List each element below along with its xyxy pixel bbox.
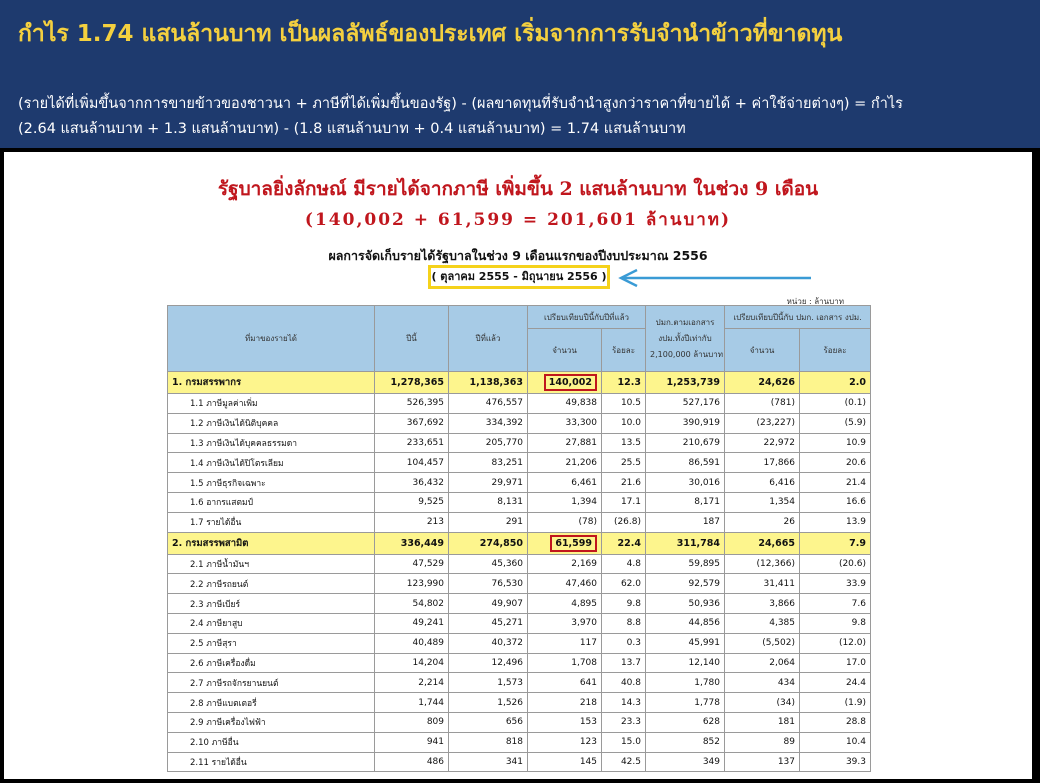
header-amount: จำนวน (528, 329, 602, 372)
cell: 8,131 (449, 492, 528, 512)
cell: 21,206 (528, 453, 602, 473)
cell: 213 (375, 512, 449, 532)
cell: 7.9 (800, 532, 871, 554)
cell: 13.9 (800, 512, 871, 532)
cell: 21.6 (602, 473, 646, 493)
cell: 22.4 (602, 532, 646, 554)
header-percent: ร้อยละ (602, 329, 646, 372)
table-title: ผลการจัดเก็บรายได้รัฐบาลในช่วง 9 เดือนแรกของปีงบประมาณ 2556 (328, 248, 708, 263)
cell: 20.6 (800, 453, 871, 473)
cell: 49,907 (449, 594, 528, 614)
header-last-year: ปีที่แล้ว (449, 306, 528, 372)
cell: 59,895 (646, 554, 725, 574)
header-banner (0, 0, 1040, 146)
cell: (20.6) (800, 554, 871, 574)
cell: 9.8 (602, 594, 646, 614)
cell: 83,251 (449, 453, 528, 473)
cell: 1,780 (646, 673, 725, 693)
cell: 3,970 (528, 613, 602, 633)
cell: 2.0 (800, 372, 871, 394)
cell: 233,651 (375, 433, 449, 453)
header-compare-estimate: เปรียบเทียบปีนี้กับ ปมก. เอกสาร งปม. (725, 306, 871, 329)
cell: 1,708 (528, 653, 602, 673)
cell: 10.4 (800, 732, 871, 752)
header-source: ที่มาของรายได้ (168, 306, 375, 372)
table-total-row (168, 532, 871, 554)
cell: 434 (725, 673, 800, 693)
cell: 1,744 (375, 693, 449, 713)
cell: 24,626 (725, 372, 800, 394)
cell: (26.8) (602, 512, 646, 532)
header-estimate-line1: ปมก.ตามเอกสาร (655, 317, 715, 327)
cell: 809 (375, 712, 449, 732)
period-box: ( ตุลาคม 2555 - มิถุนายน 2556 ) (428, 265, 610, 289)
row-label: 1.2 ภาษีเงินได้นิติบุคคล (168, 413, 375, 433)
cell: 36,432 (375, 473, 449, 493)
row-label: 1. กรมสรรพากร (168, 372, 375, 394)
red-headline: รัฐบาลยิ่งลักษณ์ มีรายได้จากภาษี เพิ่มขึ้น 2 แสนล้านบาท ในช่วง 9 เดือน (217, 178, 819, 200)
cell: 1,573 (449, 673, 528, 693)
cell: 9,525 (375, 492, 449, 512)
cell: 62.0 (602, 574, 646, 594)
table-row (168, 453, 871, 473)
row-label: 2.5 ภาษีสุรา (168, 633, 375, 653)
cell: 527,176 (646, 394, 725, 414)
cell: 13.7 (602, 653, 646, 673)
cell (528, 532, 602, 554)
header-compare-last-year: เปรียบเทียบปีนี้กับปีที่แล้ว (528, 306, 646, 329)
cell: 50,936 (646, 594, 725, 614)
cell: 15.0 (602, 732, 646, 752)
row-label: 1.6 อากรแสตมป์ (168, 492, 375, 512)
cell: (12,366) (725, 554, 800, 574)
row-label: 2.7 ภาษีรถจักรยานยนต์ (168, 673, 375, 693)
cell: 17.0 (800, 653, 871, 673)
cell: (34) (725, 693, 800, 713)
cell: 274,850 (449, 532, 528, 554)
cell: 54,802 (375, 594, 449, 614)
table-row (168, 613, 871, 633)
cell: 367,692 (375, 413, 449, 433)
cell: 49,241 (375, 613, 449, 633)
cell: 7.6 (800, 594, 871, 614)
row-label: 2.6 ภาษีเครื่องดื่ม (168, 653, 375, 673)
cell: 33.9 (800, 574, 871, 594)
cell: 1,354 (725, 492, 800, 512)
cell: 852 (646, 732, 725, 752)
table-row (168, 653, 871, 673)
cell: 349 (646, 752, 725, 772)
cell: 0.3 (602, 633, 646, 653)
revenue-table (167, 305, 871, 772)
cell: 24.4 (800, 673, 871, 693)
cell: 486 (375, 752, 449, 772)
cell: 8.8 (602, 613, 646, 633)
cell: 187 (646, 512, 725, 532)
cell: 818 (449, 732, 528, 752)
cell: (5,502) (725, 633, 800, 653)
cell: 45,991 (646, 633, 725, 653)
cell: 153 (528, 712, 602, 732)
cell: 31,411 (725, 574, 800, 594)
header-estimate (646, 306, 725, 372)
cell: 12,496 (449, 653, 528, 673)
cell: 29,971 (449, 473, 528, 493)
cell: 1,253,739 (646, 372, 725, 394)
row-label: 2.2 ภาษีรถยนต์ (168, 574, 375, 594)
cell: 1,526 (449, 693, 528, 713)
cell: 92,579 (646, 574, 725, 594)
table-body (168, 372, 871, 772)
row-label: 1.1 ภาษีมูลค่าเพิ่ม (168, 394, 375, 414)
table-row (168, 574, 871, 594)
cell: 123,990 (375, 574, 449, 594)
table-row (168, 512, 871, 532)
cell: 628 (646, 712, 725, 732)
highlighted-value: 61,599 (550, 535, 597, 552)
row-label: 1.5 ภาษีธุรกิจเฉพาะ (168, 473, 375, 493)
cell (528, 372, 602, 394)
cell: 341 (449, 752, 528, 772)
table-row (168, 594, 871, 614)
table-row (168, 693, 871, 713)
cell: 13.5 (602, 433, 646, 453)
table-row (168, 752, 871, 772)
highlighted-value: 140,002 (544, 374, 597, 391)
cell: 311,784 (646, 532, 725, 554)
cell: 334,392 (449, 413, 528, 433)
row-label: 1.4 ภาษีเงินได้ปิโตรเลียม (168, 453, 375, 473)
header-amount-2: จำนวน (725, 329, 800, 372)
cell: 205,770 (449, 433, 528, 453)
cell: 2,064 (725, 653, 800, 673)
row-label: 1.7 รายได้อื่น (168, 512, 375, 532)
cell: 40,489 (375, 633, 449, 653)
banner-values-line: (2.64 แสนล้านบาท + 1.3 แสนล้านบาท) - (1.8 แสนล้านบาท + 0.4 แสนล้านบาท) = 1.74 แสนล้านบาท (18, 121, 686, 137)
cell: 45,360 (449, 554, 528, 574)
cell: 476,557 (449, 394, 528, 414)
cell: 2,169 (528, 554, 602, 574)
cell: 526,395 (375, 394, 449, 414)
table-row (168, 673, 871, 693)
cell: 1,778 (646, 693, 725, 713)
cell: (1.9) (800, 693, 871, 713)
table-row (168, 633, 871, 653)
cell: 14,204 (375, 653, 449, 673)
table-row (168, 433, 871, 453)
cell: 10.0 (602, 413, 646, 433)
header-this-year: ปีนี้ (375, 306, 449, 372)
cell: 40.8 (602, 673, 646, 693)
cell: 16.6 (800, 492, 871, 512)
cell: 137 (725, 752, 800, 772)
unit-label: หน่วย : ล้านบาท (786, 297, 844, 306)
row-label: 2.3 ภาษีเบียร์ (168, 594, 375, 614)
cell: 1,278,365 (375, 372, 449, 394)
cell: 117 (528, 633, 602, 653)
cell: 30,016 (646, 473, 725, 493)
cell: 86,591 (646, 453, 725, 473)
row-label: 1.3 ภาษีเงินได้บุคคลธรรมดา (168, 433, 375, 453)
header-estimate-line3: 2,100,000 ล้านบาท (650, 349, 723, 359)
header-estimate-line2: งปม.ทั้งปีเท่ากับ (658, 333, 712, 343)
row-label: 2.4 ภาษียาสูบ (168, 613, 375, 633)
cell: (5.9) (800, 413, 871, 433)
arrow-left-icon (615, 268, 815, 288)
cell: 49,838 (528, 394, 602, 414)
cell: 4.8 (602, 554, 646, 574)
row-label: 2. กรมสรรพสามิต (168, 532, 375, 554)
cell: 145 (528, 752, 602, 772)
cell: 1,394 (528, 492, 602, 512)
cell: 47,460 (528, 574, 602, 594)
cell: 17.1 (602, 492, 646, 512)
table-row (168, 413, 871, 433)
cell: 3,866 (725, 594, 800, 614)
cell: 28.8 (800, 712, 871, 732)
cell: 12.3 (602, 372, 646, 394)
cell: 21.4 (800, 473, 871, 493)
cell: 210,679 (646, 433, 725, 453)
cell: 39.3 (800, 752, 871, 772)
cell: 218 (528, 693, 602, 713)
table-row (168, 492, 871, 512)
row-label: 2.1 ภาษีน้ำมันฯ (168, 554, 375, 574)
cell: 4,385 (725, 613, 800, 633)
cell: 181 (725, 712, 800, 732)
cell: 40,372 (449, 633, 528, 653)
cell: (781) (725, 394, 800, 414)
document-panel (0, 148, 1040, 783)
table-row (168, 712, 871, 732)
cell: 45,271 (449, 613, 528, 633)
table-header (168, 306, 871, 372)
cell: 123 (528, 732, 602, 752)
cell: 6,416 (725, 473, 800, 493)
cell: 89 (725, 732, 800, 752)
cell: 2,214 (375, 673, 449, 693)
cell: (23,227) (725, 413, 800, 433)
cell: 8,171 (646, 492, 725, 512)
cell: 27,881 (528, 433, 602, 453)
banner-title: กำไร 1.74 แสนล้านบาท เป็นผลลัพธ์ของประเทศ เริ่มจากการรับจำนำข้าวที่ขาดทุน (18, 21, 843, 47)
table-row (168, 732, 871, 752)
cell: (12.0) (800, 633, 871, 653)
cell: 14.3 (602, 693, 646, 713)
header-percent-2: ร้อยละ (800, 329, 871, 372)
cell: 33,300 (528, 413, 602, 433)
cell: 47,529 (375, 554, 449, 574)
row-label: 2.11 รายได้อื่น (168, 752, 375, 772)
cell: 24,665 (725, 532, 800, 554)
cell: 9.8 (800, 613, 871, 633)
red-equation: (140,002 + 61,599 = 201,601 ล้านบาท) (304, 210, 732, 230)
table-row (168, 394, 871, 414)
row-label: 2.9 ภาษีเครื่องไฟฟ้า (168, 712, 375, 732)
cell: 26 (725, 512, 800, 532)
cell: 4,895 (528, 594, 602, 614)
cell: 23.3 (602, 712, 646, 732)
table-row (168, 473, 871, 493)
cell: 390,919 (646, 413, 725, 433)
cell: 22,972 (725, 433, 800, 453)
cell: 291 (449, 512, 528, 532)
banner-formula-line: (รายได้ที่เพิ่มขึ้นจากการขายข้าวของชาวนา + ภาษีที่ได้เพิ่มขึ้นของรัฐ) - (ผลขาดทุนที่รับจำนำสูงกว่าราคาที่ขายได้ + ค่าใช้จ่ายต่างๆ) = กำไร (18, 96, 903, 112)
cell: 941 (375, 732, 449, 752)
cell: 104,457 (375, 453, 449, 473)
cell: 25.5 (602, 453, 646, 473)
cell: 17,866 (725, 453, 800, 473)
cell: 44,856 (646, 613, 725, 633)
cell: 336,449 (375, 532, 449, 554)
row-label: 2.10 ภาษีอื่น (168, 732, 375, 752)
cell: 10.5 (602, 394, 646, 414)
cell: 1,138,363 (449, 372, 528, 394)
cell: (78) (528, 512, 602, 532)
cell: (0.1) (800, 394, 871, 414)
table-total-row (168, 372, 871, 394)
table-row (168, 554, 871, 574)
cell: 12,140 (646, 653, 725, 673)
cell: 76,530 (449, 574, 528, 594)
cell: 42.5 (602, 752, 646, 772)
cell: 641 (528, 673, 602, 693)
document-image (4, 152, 1032, 779)
cell: 6,461 (528, 473, 602, 493)
cell: 656 (449, 712, 528, 732)
cell: 10.9 (800, 433, 871, 453)
row-label: 2.8 ภาษีแบตเตอรี่ (168, 693, 375, 713)
